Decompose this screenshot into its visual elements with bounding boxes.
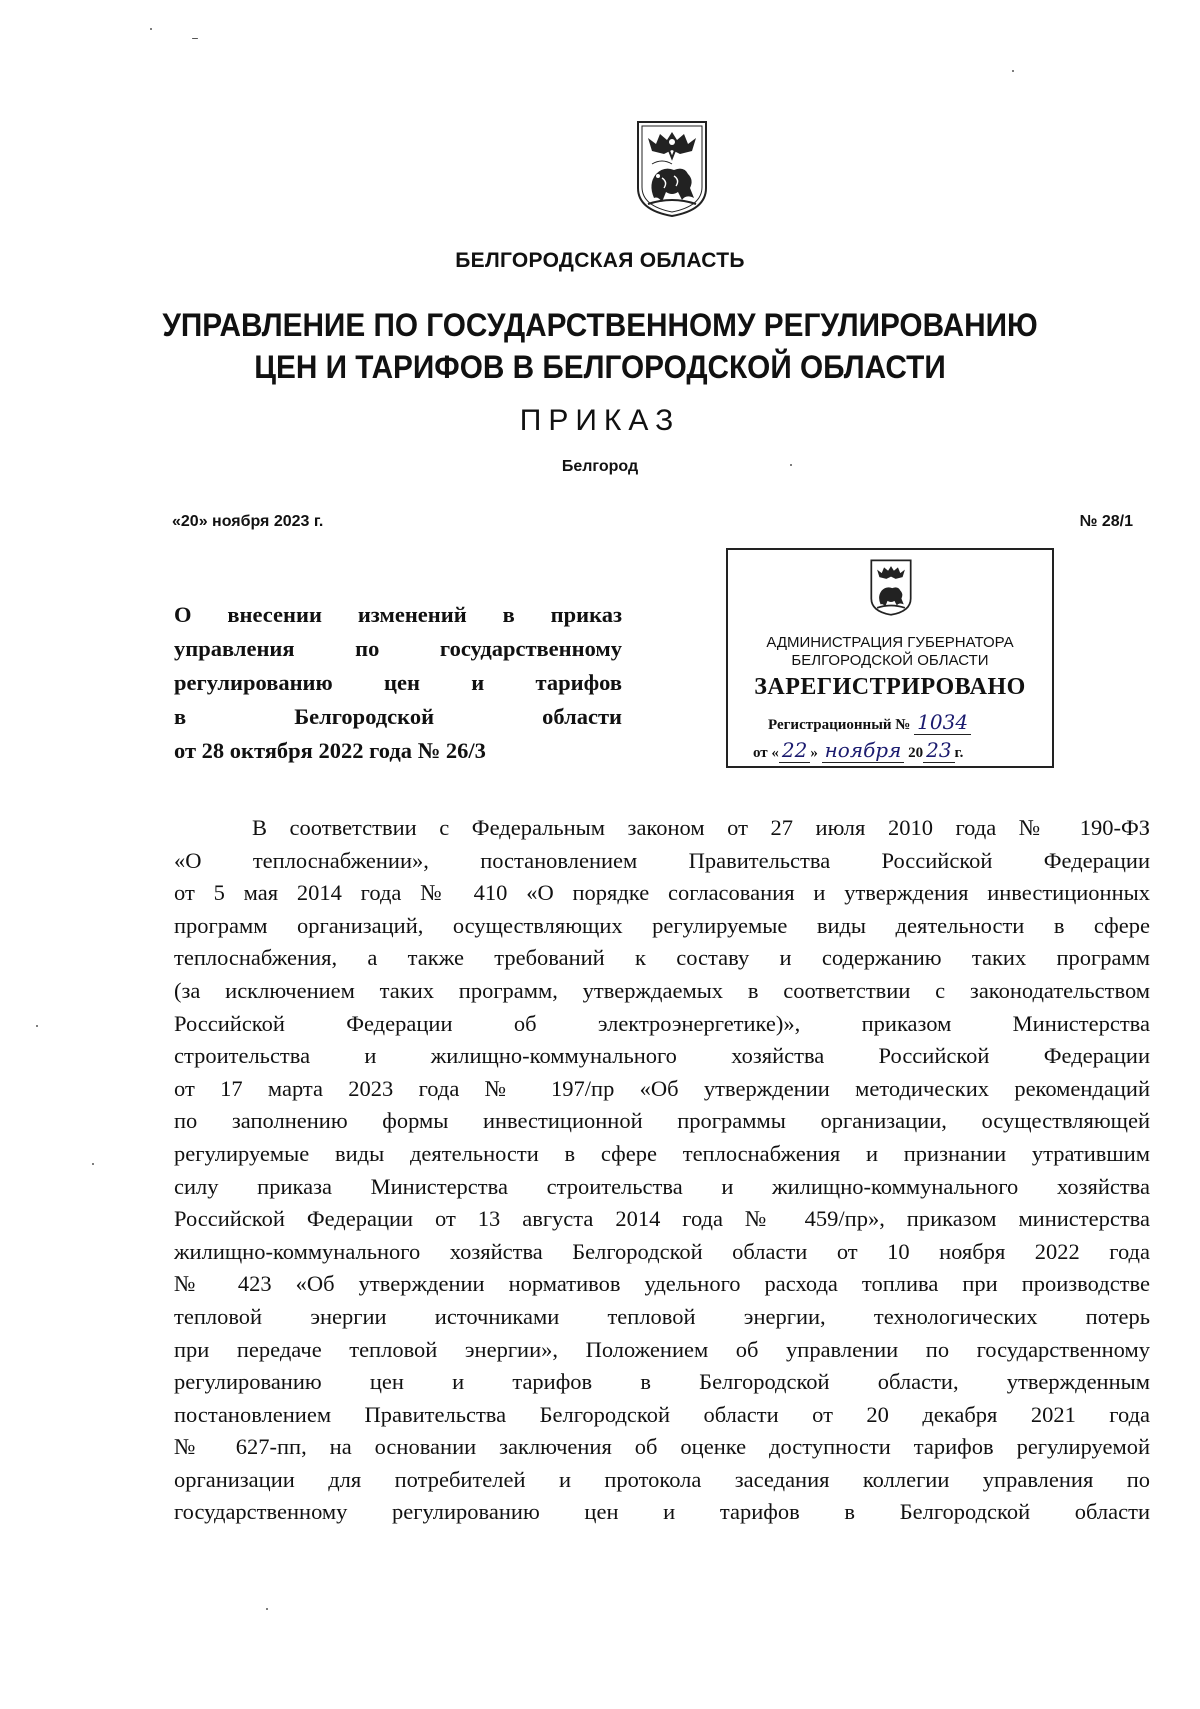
- document-date: «20» ноября 2023 г.: [172, 513, 324, 530]
- body-line: строительства и жилищно-коммунального хозяйства Российской Федерации: [174, 1043, 1150, 1069]
- body-line: В соответствии с Федеральным законом от 27 июля 2010 года № 190-ФЗ: [252, 815, 1150, 840]
- subject-line: О внесении изменений в приказ: [174, 602, 622, 627]
- body-line: регулированию цен и тарифов в Белгородской области, утвержденным: [174, 1369, 1150, 1395]
- stamp-registration-date: [753, 738, 963, 762]
- stamp-date-prefix: от «: [753, 745, 779, 761]
- body-line: Российской Федерации от 13 августа 2014 года № 459/пр», приказом министерства: [174, 1206, 1150, 1232]
- stamp-organization: [728, 634, 1052, 670]
- agency-title-line2: ЦЕН И ТАРИФОВ В БЕЛГОРОДСКОЙ ОБЛАСТИ: [254, 349, 946, 385]
- city: Белгород: [561, 458, 639, 475]
- region-title: БЕЛГОРОДСКАЯ ОБЛАСТЬ: [455, 249, 745, 272]
- body-line: жилищно-коммунального хозяйства Белгородской области от 10 ноября 2022 года: [174, 1238, 1150, 1264]
- stamp-org-line1: АДМИНИСТРАЦИЯ ГУБЕРНАТОРА: [766, 634, 1014, 651]
- document-type: ПРИКАЗ: [519, 404, 681, 437]
- body-line: «О теплоснабжении», постановлением Правительства Российской Федерации: [174, 847, 1150, 873]
- document-number: № 28/1: [1079, 513, 1133, 530]
- scan-speck: [1012, 70, 1014, 72]
- stamp-year-unit: г.: [954, 745, 964, 761]
- subject-line: управления по государственному: [174, 636, 622, 661]
- body-line: теплоснабжения, а также требований к составу и содержанию таких программ: [174, 945, 1150, 971]
- stamp-registration-number: [768, 710, 971, 734]
- stamp-year-prefix: 20: [908, 745, 924, 761]
- subject-line: регулированию цен и тарифов: [174, 670, 622, 695]
- subject-line: в Белгородской области: [174, 704, 622, 729]
- stamp-day-handwritten: 22: [779, 738, 810, 763]
- stamp-reg-number-handwritten: 1034: [914, 710, 971, 735]
- stamp-registered-label: ЗАРЕГИСТРИРОВАНО: [754, 674, 1026, 700]
- body-line: от 17 марта 2023 года № 197/пр «Об утверждении методических рекомендаций: [174, 1075, 1150, 1101]
- scan-speck: [36, 1025, 38, 1027]
- body-line: организации для потребителей и протокола заседания коллегии управления по: [174, 1466, 1150, 1492]
- body-line: № 423 «Об утверждении нормативов удельного расхода топлива при производстве: [174, 1271, 1150, 1297]
- body-line: государственному регулированию цен и тарифов в Белгородской области: [174, 1499, 1150, 1525]
- body-line: по заполнению формы инвестиционной программы организации, осуществляющей: [174, 1108, 1150, 1134]
- body-line: Российской Федерации об электроэнергетике)», приказом Министерства: [174, 1010, 1150, 1036]
- body-line: программ организаций, осуществляющих регулируемые виды деятельности в сфере: [174, 912, 1150, 938]
- stamp-year-handwritten: 23: [923, 738, 954, 763]
- stamp-month-handwritten: ноября: [822, 738, 905, 763]
- body-line: силу приказа Министерства строительства и жилищно-коммунального хозяйства: [174, 1173, 1150, 1199]
- scan-speck: [150, 28, 152, 30]
- stamp-org-line2: БЕЛГОРОДСКОЙ ОБЛАСТИ: [791, 652, 989, 669]
- body-line: регулируемые виды деятельности в сфере теплоснабжения и признании утратившим: [174, 1140, 1150, 1166]
- agency-title: [42, 304, 1158, 388]
- agency-title-line1: УПРАВЛЕНИЕ ПО ГОСУДАРСТВЕННОМУ РЕГУЛИРОВАНИЮ: [162, 307, 1038, 343]
- body-line: постановлением Правительства Белгородской области от 20 декабря 2021 года: [174, 1401, 1150, 1427]
- document-body: [174, 812, 1150, 1529]
- scan-speck: [92, 1163, 94, 1165]
- document-subject: [174, 598, 622, 768]
- coat-of-arms-icon: [634, 118, 710, 218]
- body-line: № 627-пп, на основании заключения об оценке доступности тарифов регулируемой: [174, 1434, 1150, 1460]
- registration-stamp: [726, 548, 1054, 768]
- scan-speck: [192, 38, 198, 39]
- stamp-coat-of-arms-icon: [869, 558, 913, 616]
- body-line: от 5 мая 2014 года № 410 «О порядке согласования и утверждения инвестиционных: [174, 880, 1150, 906]
- stamp-day-close: »: [810, 745, 818, 761]
- subject-line: от 28 октября 2022 года № 26/3: [174, 738, 486, 763]
- body-line: тепловой энергии источниками тепловой энергии, технологических потерь: [174, 1303, 1150, 1329]
- stamp-reg-label: Регистрационный №: [768, 717, 911, 733]
- scan-speck: [266, 1608, 268, 1610]
- body-line: (за исключением таких программ, утверждаемых в соответствии с законодательством: [174, 977, 1150, 1003]
- body-line: при передаче тепловой энергии», Положением об управлении по государственному: [174, 1336, 1150, 1362]
